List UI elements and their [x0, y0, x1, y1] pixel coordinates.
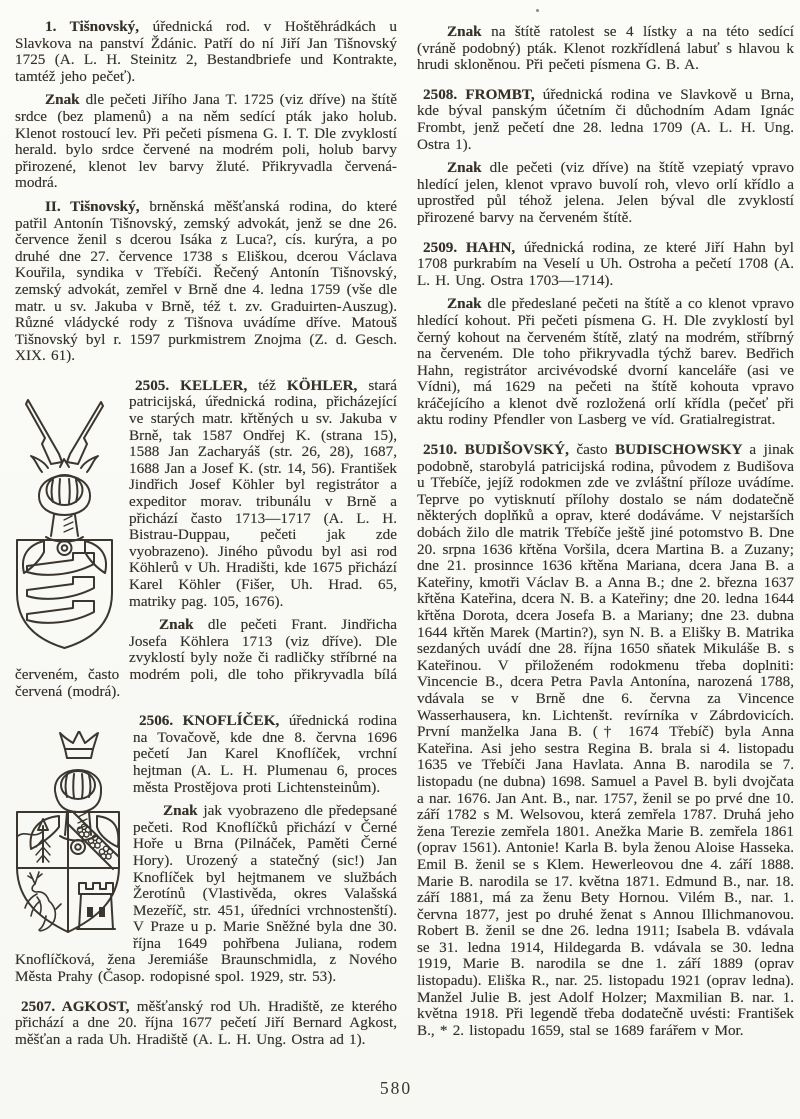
para-tisnovsky-1-znak [15, 92, 397, 192]
bold-text-run: 1. Tišnovský, [45, 18, 153, 35]
para-tisnovsky-1 [15, 19, 397, 85]
stag-rampant [25, 872, 61, 931]
entry-2509-hahn [417, 240, 794, 290]
bold-text-run: Znak [159, 616, 208, 634]
bold-text-run: Znak [447, 295, 488, 313]
bold-text-run: Znak [163, 802, 204, 820]
text-run: na štítě ratolest se 4 lístky a na této sedící (vráně podobný) pták. Klenot rozkřídlená labuť s hlavou k hrudi skloněnou. Při pečeti písmena G. B. A. [417, 23, 794, 74]
pendant-inner [62, 545, 68, 551]
bold-text-run: BUDISCHOWSKY [615, 441, 750, 459]
knoflicek-coat-of-arms-svg [15, 731, 121, 936]
neck-hatching [64, 516, 73, 532]
visor-bars [66, 774, 91, 798]
entry-2506-knoflicek [15, 713, 397, 796]
scan-speck [536, 9, 539, 12]
right-column [417, 24, 794, 1039]
bold-text-run: 2509. HAHN, [423, 238, 524, 256]
bold-text-run: 2507. AGKOST, [21, 997, 137, 1015]
bold-text-run: II. Tišnovský, [45, 197, 150, 215]
coat-of-arms-keller-kohler [15, 396, 114, 652]
shield-outline [17, 540, 112, 648]
text-run: a jinak podobně, starobylá patricijská rodina, původem z Budišova u Třebíče, jejíž rodokmen zde ve zvláštní příloze uvádíme. Teprve po vytisknutí přílohy dostalo se nám dodatečně některých doplňků a oprav, které dodáváme. V nejstarších dobách žilo dle matrik Třebíče ještě jiné potomstvo B. Dne 20. srpna 1636 křtěna Voršila, dcera Martina B. a Zuzany; dne 21. prosinnce 1636 křtěna Mariana, dcera Jana B. a Kateřiny, kmotři Václav B. a Anna B.; dne 2. března 1637 křtěna Kateřina, dcera N. B. a Kateřiny; dne 20. ledna 1644 křtěna Dorota, dcera Josefa B. a Mariany; dne 23. dubna 1644 křtěn Marek (Martin?), syn N. B. a Elišky B. Matrika sezdaných uvádí dne 28. října 1650 sňatek Mikuláše B. s Kateřinou. V přiloženém rodokmenu třeba doplniti: Vincencie B., dcera Petra Pavla Antonína, narozená 1788, vdávala se v Brně dne 6. června za Vincence Wasserhausera, kn. Lichtenšt. revírníka v Zábrdovicích. První manželka Jana B. († 1674 Třebíč) byla Anna Kateřina. Asi jeho sestra Regina B. brala si 4. listopadu 1635 ve Třebíči Jana Havlata. Anna B. narodila se 7. listopadu (ne dubna) 1698. Samuel a Pavel B. byli dvojčata a nar. 1676. Jan Ant. B., nar. 1757, ženil se po prvé dne 10. září 1782 s M. Welsovou, která zemřela 1787. Druhá jeho žena Terezie zemřela 1801. Anežka Marie B. zemřela 1861 (oprav 1561). Antonie! Karla B. byla ženou Aloise Hasseka. Emil B. ženil se s Klem. Hewerleovou dne 4. září 1888. Marie B. narodila se 17. května 1871. Edmund B., nar. 18. září 1881, má za ženu Bety Hornou. Vilém B., nar. 1. června 1877, jest po druhé ženat s Annou Illichmanovou. Robert B. ženil se dne 26. ledna 1911; Isabela B. vdávala se 31. ledna 1914, Hildegarda B. vdávala se 30. ledna 1919, Marie B. narodila se dne 1. září 1889 (oprav listopadu). Eliška R., nar. 25. listopadu 1921 (oprav ledna). Manžel Julie B. jest Adolf Holzer; Maxmilian B. nar. 1. května 1918. Při legendě třeba dodatečně uvésti: František B., * 2. listopadu 1659, stal se 1689 farářem v Mor. [417, 441, 794, 1039]
text-run: dle pečeti (viz dříve) na štítě vzepiatý vpravo hledící jelen, klenot vpravo buvolí roh, vlevo orlí křídlo a uprostřed půl téhož jelena. Jelen býval dle zvyklostí přirozené barvy na červeném štítě. [417, 159, 794, 226]
arm-holding-arrow [18, 832, 42, 836]
entry-2507-agkost [15, 999, 397, 1049]
text-run: úřednická rodina ve Slavkově u Brna, kde býval panským účetním či důchodním Adam Ignác Frombt, jenž pečetí dne 28. ledna 1709 (A. L. H. Ung. Ostra 1). [417, 85, 794, 153]
keller-coat-of-arms-svg [15, 396, 114, 652]
para-tisnovsky-2 [15, 199, 397, 365]
mantling-right [85, 541, 106, 573]
visor-bars [52, 479, 78, 503]
text-run: brněnská měšťanská rodina, do které patřil Antonín Tišnovský, zemský advokát, jenž se dne 26. července ženil s dcerou Isáka z Luca?, cís. kurýra, a po druhé dne 27. července 1738 s Eliškou, dcerou Václava Kouřila, syndika v Třebíči. Řečený Antonín Tišnovský, zemský advokát, zemřel v Brně dne 4. ledna 1759 (vše dle matr. u sv. Jakuba v Brně, též t. zv. Graduirten-Auszug). Různé vládycké rody z Tišnova uvádíme dříve. Matouš Tišnovský byl r. 1597 purkmistrem Znojma (Z. d. Gesch. XIX. 61). [15, 197, 397, 365]
pendant-outer [71, 840, 85, 854]
bold-text-run: Znak [447, 159, 490, 177]
para-agkost-znak [417, 24, 794, 74]
helmet-horn-left [31, 456, 48, 472]
text-run: dle pečeti Jiřího Jana T. 1725 (viz dříve) na štítě srdce (bez plamenů) a na něm sedící pták jako holub. Klenot rostoucí lev. Při pečeti písmena G. I. T. Dle zvyklostí herald. bylo srdce červené na modrém poli, holub barvy přirozené, klenot lev barvy žluté. Přikryvadla červená-modrá. [15, 91, 397, 192]
text-run: měšťanský rod Uh. Hradiště, ze kterého přichází a dne 20. října 1677 pečetí Jiří Bernard Agkost, měšťan a rada Uh. Hradiště (A. L. H. Ung. Ostra ad 1). [15, 997, 397, 1048]
text-run: též [258, 376, 287, 394]
crown [60, 731, 98, 749]
pendant-outer [58, 541, 72, 555]
para-frombt-znak [417, 160, 794, 226]
left-blade [26, 400, 62, 464]
text-run: úřednická rod. v Hoštěhrádkách u Slavkova na panství Ždánic. Patří do ní Jiří Jan Tišnovský 1725 (A. L. H. Steinitz 2, Bestandbriefe und Kontrakte, tamtéž jeho pečeť). [15, 18, 397, 85]
bold-text-run: 2508. FROMBT, [423, 85, 543, 103]
para-hahn-znak [417, 296, 794, 429]
text-run: dle pečeti Frant. Jindřicha Josefa Köhlera 1713 (viz dříve). Dle zvyklostí byly nože či radličky stříbrné na červeném, často modrém poli, dle toho přikryvadla bílá červená (modrá). [15, 616, 397, 700]
page-number: 580 [379, 1078, 413, 1098]
right-blade [67, 402, 103, 464]
text-run: úřednická rodina, ze které Jiří Hahn byl 1708 purkrabím na Veselí u Uh. Ostroha a pečetí 1708 (A. L. H. Ung. Ostra 1703—1714). [417, 238, 794, 289]
coat-of-arms-knoflicek [15, 731, 121, 936]
bold-text-run: 2510. BUDIŠOVSKÝ, [423, 441, 577, 459]
helmet-horn-right [81, 456, 98, 472]
bold-text-run: Znak [447, 23, 492, 40]
bold-text-run: Znak [45, 91, 86, 109]
plough-blade-3 [27, 601, 94, 623]
crown-band [65, 749, 93, 758]
entry-2508-frombt [417, 87, 794, 153]
left-column [15, 19, 397, 1048]
plough-blade-2 [27, 577, 94, 599]
text-run: úřednická rodina na Tovačově, kde dne 8. června 1696 pečetí Jan Karel Knoflíček, vrchní hejtman (A. L. H. Plumenau 6, proces města Prostějova proti Lichtensteinům). [133, 712, 397, 796]
bold-text-run: 2505. KELLER, [135, 376, 259, 394]
entry-2505-keller [15, 378, 397, 610]
bold-text-run: KÖHLER, [286, 376, 369, 394]
text-run: stará patricijská, úřednická rodina, přicházející ve starých matr. křtěných u sv. Jakuba v Brně, tak 1587 Ondřej K. (strana 15), 1588 Jan Zacharyáš (str. 26, 28), 1687, 1688 Jan a Josef K. (str. 14, 56). František Jindřich Josef Köhler byl registrátor a expeditor morav. tribunálu v Brně a přichází často 1713—1717 (A. L. H. Bistrau-Duppau, pečeti jak zde vyobrazeno). Jiného původu byl asi rod Köhlerů v Uh. Hradišti, kde 1675 přichází Karel Köhler (Fišer, Uh. Hrad. 65, matriky pag. 105, 1676). [129, 376, 397, 610]
text-run: často [576, 441, 616, 459]
entry-2510-budisovsky [417, 442, 794, 1039]
text-run: dle předeslané pečeti na štítě a co klenot vpravo hledící kohout. Při pečeti písmena G. H. Dle zvyklostí byl černý kohout na červeném štítě, zlatý na modrém, stříbrný na červeném. Dle toho přikryvadla týchž barev. Bedřich Hahn, registrátor arcivévodské dvorní kanceláře (asi ve Vídni), má 1629 na pečeti na štítě kohouta vpravo kráčejícího a klenot dvě rozložená orlí křídla (pečeť při aktu rodiny Pfendler von Lasberg ve víd. Gratialregistrat. [417, 295, 794, 429]
text-run: jak vyobrazeno dle předepsané pečeti. Rod Knoflíčků přichází v Černé Hoře u Brna (Pilnáček, Paměti Černé Hory). Urozený a statečný (sic!) Jan Knoflíček byl hejtmanem ve službách Žerotínů (Vlastivěda, okres Valašská Mezeříč, str. 451, úředníci vrchnostenští). V Praze u p. Marie Sněžné byla dne 30. října 1649 pohřbena Juliana, rodem Knoflíčková, žena Jeremiáše Braunschmidla, z Nového Města Prahy (Časop. rodopisné spol. 1929, str. 53). [15, 802, 397, 986]
plough-blade-1 [27, 553, 94, 575]
bold-text-run: 2506. KNOFLÍČEK, [139, 712, 289, 730]
pendant-inner [75, 844, 81, 850]
tower [77, 883, 115, 929]
